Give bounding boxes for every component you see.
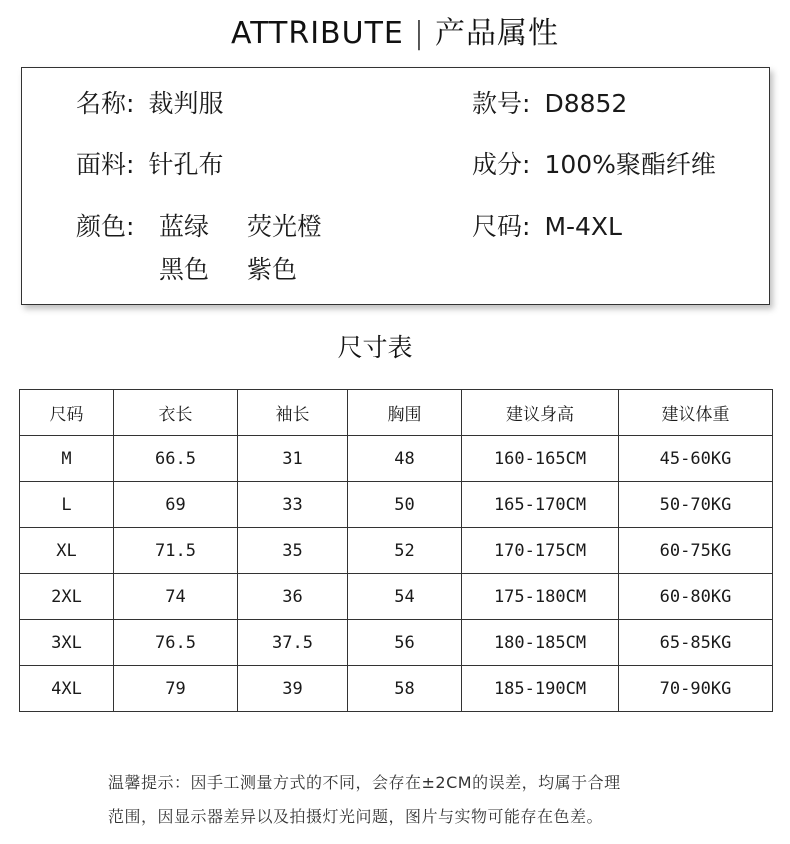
column-header: 衣长: [114, 390, 238, 436]
note-line: 范围，因显示器差异以及拍摄灯光问题，图片与实物可能存在色差。: [108, 807, 604, 826]
table-cell: 76.5: [114, 620, 238, 666]
table-cell: XL: [20, 528, 114, 574]
attr-name-value: 裁判服: [148, 89, 224, 118]
table-cell: L: [20, 482, 114, 528]
table-cell: 45-60KG: [619, 436, 773, 482]
attr-fabric: [76, 149, 223, 181]
table-cell: 165-170CM: [462, 482, 619, 528]
size-table-title: 尺寸表: [337, 333, 413, 362]
note-line: 温馨提示：因手工测量方式的不同，会存在±2CM的误差，均属于合理: [108, 773, 621, 792]
attr-composition: [472, 149, 716, 181]
table-cell: 60-80KG: [619, 574, 773, 620]
table-cell: 54: [348, 574, 462, 620]
table-row: [20, 482, 773, 528]
color-option: 紫色: [247, 255, 298, 284]
table-cell: 52: [348, 528, 462, 574]
table-cell: M: [20, 436, 114, 482]
attr-size-value: M-4XL: [544, 212, 622, 241]
table-cell: 50-70KG: [619, 482, 773, 528]
table-cell: 60-75KG: [619, 528, 773, 574]
column-header: 建议体重: [619, 390, 773, 436]
color-option: 荧光橙: [247, 212, 323, 241]
attr-fabric-key: 面料:: [76, 150, 135, 179]
column-header: 建议身高: [462, 390, 619, 436]
title-chinese: 产品属性: [434, 16, 559, 51]
table-cell: 71.5: [114, 528, 238, 574]
table-cell: 66.5: [114, 436, 238, 482]
table-cell: 36: [238, 574, 348, 620]
table-cell: 4XL: [20, 666, 114, 712]
attr-fabric-value: 针孔布: [148, 150, 224, 179]
table-cell: 65-85KG: [619, 620, 773, 666]
title-english: ATTRIBUTE: [231, 16, 404, 51]
table-cell: 58: [348, 666, 462, 712]
title-divider: |: [413, 16, 425, 51]
column-header: 尺码: [20, 390, 114, 436]
table-row: [20, 666, 773, 712]
table-cell: 33: [238, 482, 348, 528]
attr-size-key: 尺码:: [472, 212, 531, 241]
table-cell: 70-90KG: [619, 666, 773, 712]
measurement-note: [108, 766, 728, 834]
table-cell: 79: [114, 666, 238, 712]
attr-size: [472, 211, 622, 243]
column-header: 胸围: [348, 390, 462, 436]
table-cell: 69: [114, 482, 238, 528]
table-cell: 170-175CM: [462, 528, 619, 574]
attr-color-key: 颜色:: [76, 212, 135, 241]
attr-composition-key: 成分:: [472, 150, 531, 179]
table-row: [20, 620, 773, 666]
table-cell: 39: [238, 666, 348, 712]
attr-name: [76, 88, 223, 120]
table-cell: 160-165CM: [462, 436, 619, 482]
attr-model: [472, 88, 627, 120]
table-cell: 35: [238, 528, 348, 574]
table-cell: 185-190CM: [462, 666, 619, 712]
page-title: [0, 8, 790, 52]
table-cell: 56: [348, 620, 462, 666]
attr-model-key: 款号:: [472, 89, 531, 118]
table-cell: 48: [348, 436, 462, 482]
table-row: [20, 436, 773, 482]
color-option: 蓝绿: [159, 212, 210, 241]
size-table: [19, 389, 773, 712]
table-cell: 3XL: [20, 620, 114, 666]
color-option: 黑色: [159, 255, 210, 284]
table-cell: 2XL: [20, 574, 114, 620]
attr-composition-value: 100%聚酯纤维: [544, 150, 716, 179]
column-header: 袖长: [238, 390, 348, 436]
table-header-row: [20, 390, 773, 436]
attr-model-value: D8852: [544, 89, 628, 118]
table-cell: 31: [238, 436, 348, 482]
table-cell: 50: [348, 482, 462, 528]
table-cell: 180-185CM: [462, 620, 619, 666]
attribute-panel: [21, 67, 770, 305]
attr-name-key: 名称:: [76, 89, 135, 118]
table-row: [20, 528, 773, 574]
table-cell: 37.5: [238, 620, 348, 666]
attr-color: [76, 211, 134, 243]
table-cell: 175-180CM: [462, 574, 619, 620]
table-cell: 74: [114, 574, 238, 620]
table-row: [20, 574, 773, 620]
